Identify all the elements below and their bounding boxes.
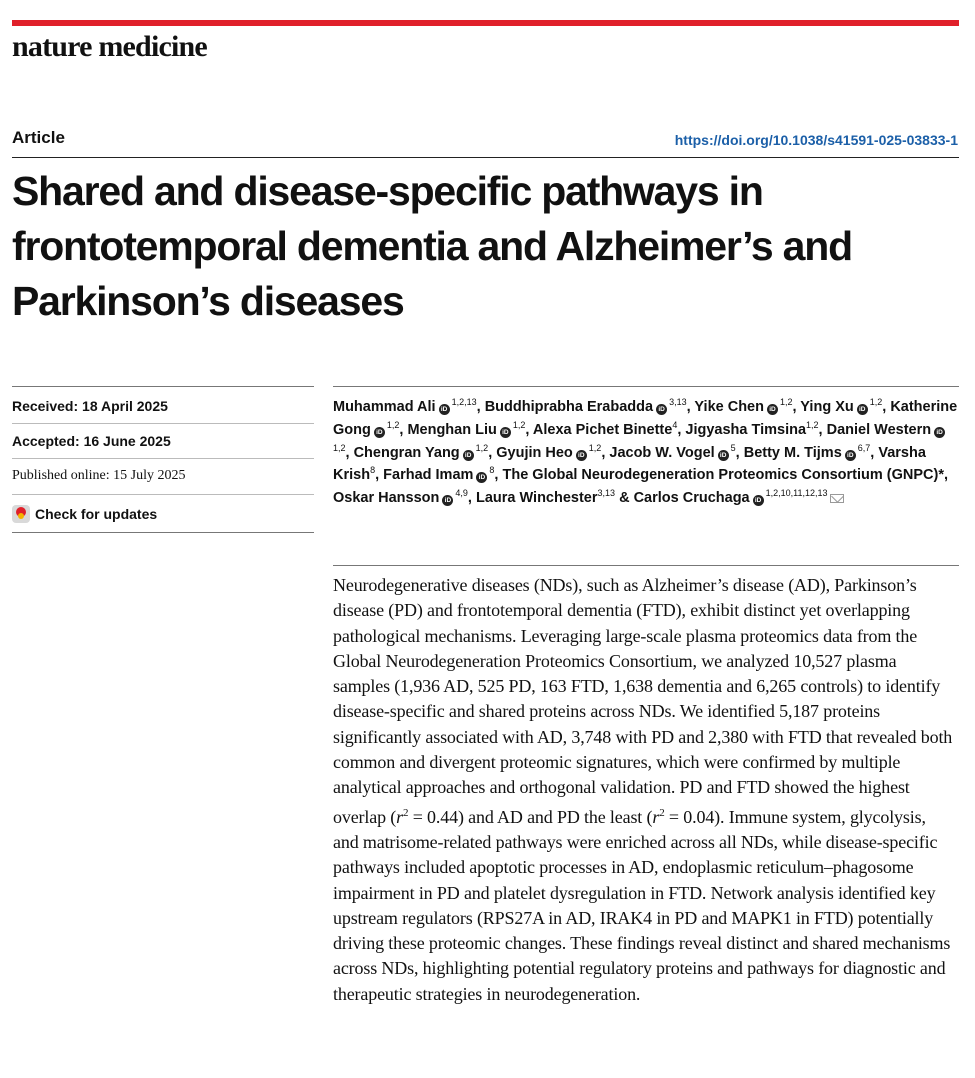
author[interactable] xyxy=(532,419,678,438)
author[interactable] xyxy=(694,399,792,415)
author-name: Jacob W. Vogel xyxy=(609,444,715,461)
header-divider xyxy=(12,157,959,158)
crossmark-icon xyxy=(12,505,30,523)
author-name: Ying Xu xyxy=(800,399,854,415)
author-name: Varsha Krish xyxy=(333,444,926,484)
affiliation-superscript: 3,13 xyxy=(669,397,687,408)
received-value: 18 April 2025 xyxy=(82,398,168,414)
author[interactable] xyxy=(333,399,477,415)
orcid-icon[interactable]: iD xyxy=(857,404,868,415)
affiliation-superscript: 1,2 xyxy=(512,419,526,430)
author-name: Yike Chen xyxy=(694,399,764,415)
orcid-icon[interactable]: iD xyxy=(442,495,453,506)
author-name: Alexa Pichet Binette xyxy=(532,421,673,438)
author-name: Menghan Liu xyxy=(407,421,497,438)
author-name: Daniel Western xyxy=(826,421,932,438)
abstract-divider xyxy=(333,565,959,566)
author[interactable] xyxy=(685,419,819,438)
author[interactable] xyxy=(743,442,871,461)
author[interactable] xyxy=(476,490,615,506)
affiliation-superscript: 1,2 xyxy=(333,442,346,453)
email-icon[interactable] xyxy=(830,494,844,503)
author-name: Gyujin Heo xyxy=(496,444,573,461)
orcid-icon[interactable]: iD xyxy=(767,404,778,415)
doi-link[interactable]: https://doi.org/10.1038/s41591-025-03833-1 xyxy=(674,132,958,148)
author-name: Buddhiprabha Erabadda xyxy=(484,399,654,415)
published-date xyxy=(12,468,185,484)
authors-top-divider xyxy=(333,386,959,387)
abstract-text: = 0.44) and AD and PD the least ( xyxy=(408,806,653,827)
dates-divider xyxy=(12,458,314,459)
affiliation-superscript: 1,2 xyxy=(869,397,883,408)
orcid-icon[interactable]: iD xyxy=(656,404,667,415)
author[interactable] xyxy=(496,442,602,461)
r-symbol: r xyxy=(652,806,660,827)
orcid-icon[interactable]: iD xyxy=(439,404,450,415)
author-name: The Global Neurodegeneration Proteomics Consortium (GNPC)* xyxy=(502,467,944,484)
author-name: Betty M. Tijms xyxy=(743,444,842,461)
affiliation-superscript: 6,7 xyxy=(857,442,871,453)
dates-bottom-divider xyxy=(12,532,314,533)
author[interactable] xyxy=(609,442,736,461)
orcid-icon[interactable]: iD xyxy=(934,427,945,438)
affiliation-superscript: 1,2 xyxy=(779,397,793,408)
dates-divider xyxy=(12,494,314,495)
orcid-icon[interactable]: iD xyxy=(476,472,487,483)
orcid-icon[interactable]: iD xyxy=(576,450,587,461)
author-name: Katherine Gong xyxy=(333,399,958,438)
accepted-date xyxy=(12,433,171,449)
affiliation-superscript: 3,13 xyxy=(597,488,616,499)
author-name: Carlos Cruchaga xyxy=(633,490,750,507)
affiliation-superscript: 8 xyxy=(489,465,495,476)
orcid-icon[interactable]: iD xyxy=(718,450,729,461)
affiliation-superscript: 4 xyxy=(672,419,678,430)
author[interactable] xyxy=(353,442,489,461)
orcid-icon[interactable]: iD xyxy=(374,427,385,438)
affiliation-superscript: 8 xyxy=(370,465,376,476)
orcid-icon[interactable]: iD xyxy=(845,450,856,461)
squared: 2 xyxy=(659,806,665,819)
abstract xyxy=(333,573,953,1007)
author[interactable] xyxy=(333,490,468,506)
abstract-text: Neurodegenerative diseases (NDs), such as Alzheimer’s disease (AD), Parkinson’s disease (PD) and frontotemporal dementia (FTD), exhibit distinct yet overlapping pathological mechanisms. Leveraging large-scale plasma proteomics data from the Global Neurodegeneration Proteomics Consortium, we analyzed 10,527 plasma samples (1,936 AD, 525 PD, 163 FTD, 1,638 dementia and 6,265 controls) to identify disease-specific and shared proteins across NDs. We identified 5,187 proteins significantly associated with AD, 3,748 with PD and 2,380 with FTD that revealed both common and divergent proteomic signatures, which were confirmed by multiple analytical approaches and orthogonal validation. PD and FTD showed the highest overlap ( xyxy=(333,575,953,827)
affiliation-superscript: 1,2 xyxy=(386,419,400,430)
r-symbol: r xyxy=(396,806,403,827)
abstract-text: = 0.04). Immune system, glycolysis, and matrisome-related pathways were enriched across all NDs, while disease-specific pathways included apoptotic processes in AD, endoplasmic reticulum–phagosome impairment in PD and platelet dysregulation in FTD. Network analysis identified key upstream regulators (RPS27A in AD, IRAK4 in PD and MAPK1 in FTD) potentially driving these proteomic changes. These findings reveal distinct and shared mechanisms across NDs, highlighting potential regulatory proteins and pathways for diagnostic and therapeutic strategies in neurodegeneration. xyxy=(333,806,951,1004)
dates-divider xyxy=(12,423,314,424)
accepted-label: Accepted: xyxy=(12,433,80,449)
affiliation-superscript: 1,2 xyxy=(806,419,819,430)
check-for-updates-button[interactable] xyxy=(12,505,157,523)
affiliation-superscript: 1,2,13 xyxy=(451,397,477,408)
author-name: Muhammad Ali xyxy=(333,399,436,415)
accepted-value: 16 June 2025 xyxy=(83,433,171,449)
author[interactable] xyxy=(383,467,494,483)
author[interactable] xyxy=(634,490,844,506)
published-label: Published online: xyxy=(12,468,110,483)
check-for-updates-label: Check for updates xyxy=(35,506,158,522)
journal-name[interactable]: nature medicine xyxy=(12,30,207,63)
affiliation-superscript: 4,9 xyxy=(455,488,468,499)
received-date xyxy=(12,398,168,414)
journal-accent-bar xyxy=(12,20,959,26)
author[interactable] xyxy=(485,399,687,415)
received-label: Received: xyxy=(12,398,79,414)
author-name: Laura Winchester xyxy=(475,490,598,507)
author[interactable] xyxy=(407,419,526,438)
article-title: Shared and disease-specific pathways in frontotemporal dementia and Alzheimer’s and Parkinson’s diseases xyxy=(12,168,852,324)
author-name: Farhad Imam xyxy=(383,467,474,484)
author[interactable] xyxy=(800,399,882,415)
author[interactable] xyxy=(502,467,944,483)
author-name: Chengran Yang xyxy=(353,444,460,461)
affiliation-superscript: 5 xyxy=(730,442,736,453)
dates-top-divider xyxy=(12,386,314,387)
author-list: Muhammad Ali iD$^{1,2,13}$, Buddhiprabha Erabadda iD$^{3,13}$, Yike Chen iD$^{1,2}$, Ying Xu iD$^{1,2}$, Katherine Gong iD$^{1,2}$, Menghan Liu iD$^{1,2}$, Alexa Pichet Binette$^4$, Jigyasha Timsina$^{1,2}$, Daniel Western iD$^{1,2}$, Chengran Yang iD$^{1,2}$, Gyujin Heo iD$^{1,2}$, Jacob W. Vogel iD$^5$, Betty M. Tijms iD$^{6,7}$, Varsha Krish$^8$, Farhad Imam iD$^8$, The Global Neurodegeneration Proteomics Consortium (GNPC)*, Oskar Hansson iD$^{4,9}$, Laura Winchester$^{3,13}$ & Carlos Cruchaga iD$^{1,2,10,11,12,13}$ xyxy=(333,397,958,507)
orcid-icon[interactable]: iD xyxy=(463,450,474,461)
author-name: Oskar Hansson xyxy=(333,490,440,507)
article-type-label: Article xyxy=(12,128,65,147)
published-value: 15 July 2025 xyxy=(113,468,186,483)
orcid-icon[interactable]: iD xyxy=(753,495,764,506)
author-name: Jigyasha Timsina xyxy=(685,421,807,438)
affiliation-superscript: 1,2 xyxy=(588,442,602,453)
affiliation-superscript: 1,2,10,11,12,13 xyxy=(765,488,828,499)
orcid-icon[interactable]: iD xyxy=(500,427,511,438)
squared: 2 xyxy=(402,806,409,819)
affiliation-superscript: 1,2 xyxy=(475,442,489,453)
